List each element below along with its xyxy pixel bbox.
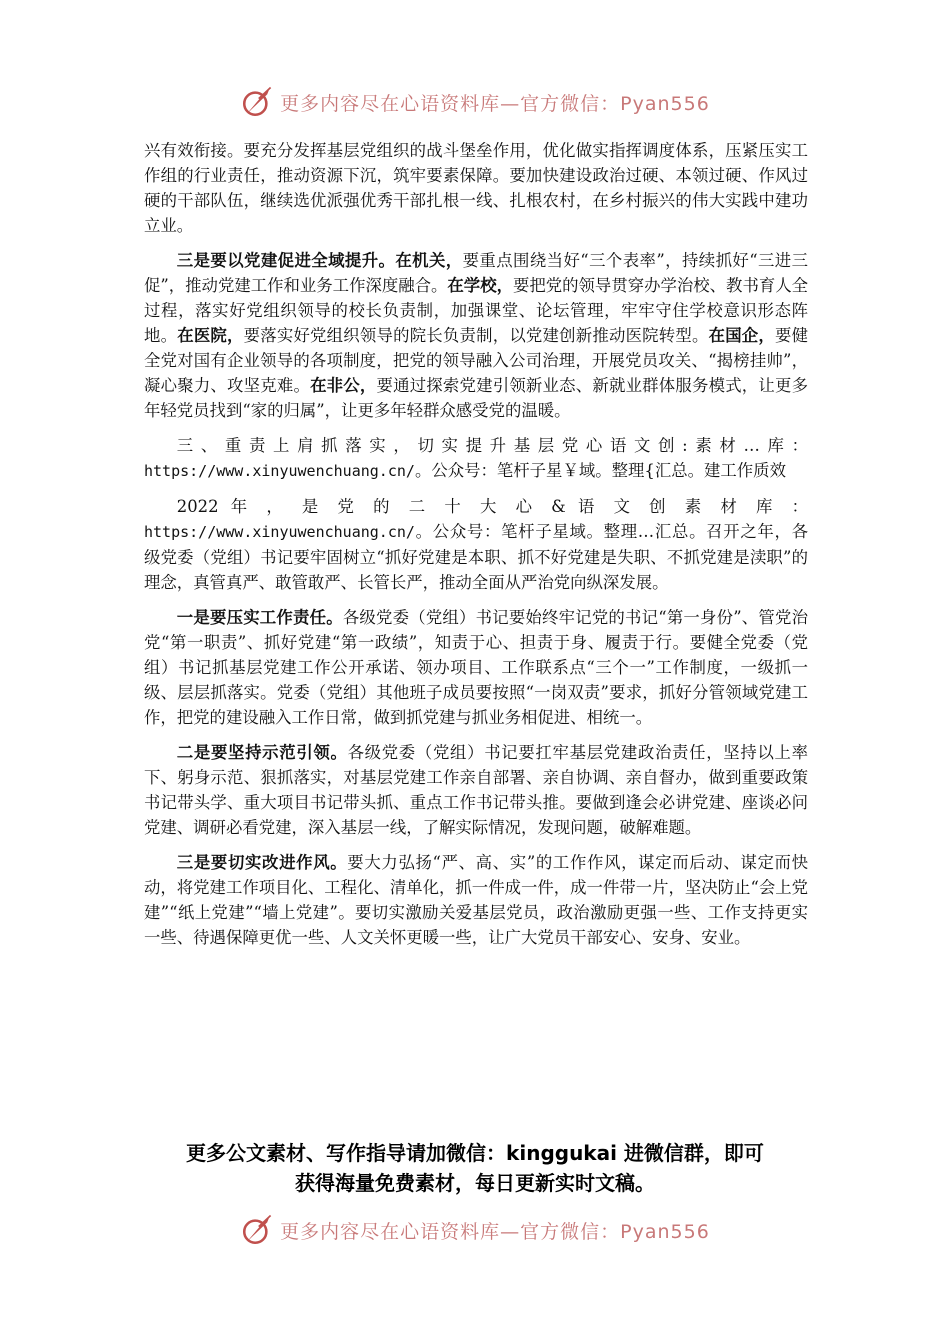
paragraph-2: 三是要以党建促进全域提升。在机关，要重点围绕当好“三个表率”，持续抓好“三进三促”，推动党建工作和业务工作深度融合。在学校，要把党的领导贯穿办学治校、教书育人全过程，落实好党组织领导的校长负责制，加强课堂、论坛管理，牢牢守住学校意识形态阵地。在医院，要落实好党组织领导的院长负责制，以党建创新推动医院转型。在国企，要健全党对国有企业领导的各项制度，把党的领导融入公司治理，开展党员攻关、“揭榜挂帅”，凝心聚力、攻坚克难。在非公，要通过探索党建引领新业态、新就业群体服务模式，让更多年轻党员找到“家的归属”，让更多年轻群众感受党的温暖。 bbox=[144, 251, 809, 420]
paragraph-1: 兴有效衔接。要充分发挥基层党组织的战斗堡垒作用，优化做实指挥调度体系，压紧压实工作组的行业责任，推动资源下沉，筑牢要素保障。要加快建设政治过硬、本领过硬、作风过硬的干部队伍，继续选优派强优秀干部扎根一线、扎根农村，在乡村振兴的伟大实践中建功立业。 bbox=[144, 141, 808, 235]
paragraph-6: 二是要坚持示范引领。各级党委（党组）书记要扛牢基层党建政治责任，坚持以上率下、躬身示范、狠抓落实，对基层党建工作亲自部署、亲自协调、亲自督办，做到重要政策书记带头学、重大项目书记带头抓、重点工作书记带头推。要做到逢会必讲党建、座谈必问党建、调研必看党建，深入基层一线，了解实际情况，发现问题，破解难题。 bbox=[144, 743, 808, 837]
header-banner-label: 更多内容尽在心语资料库—官方微信：Pyan556 bbox=[280, 92, 710, 115]
paragraph-7-lead: 三是要切实改进作风。 bbox=[176, 853, 348, 872]
promo-line-2: 获得海量免费素材，每日更新实时文稿。 bbox=[295, 1171, 655, 1195]
paragraph-3-url: https://www.xinyuwenchuang.cn/ bbox=[144, 462, 415, 480]
promo-block bbox=[100, 1138, 850, 1198]
header-wechat-id: Pyan556 bbox=[620, 92, 710, 115]
quill-logo-icon bbox=[240, 1213, 274, 1247]
paragraph-4: 2022 年 ， 是 党 的 二 十 大 心 & 语 文 创 素 材 库 ：https://www.xinyuwenchuang.cn/。公众号：笔杆子星域。整理…汇总。召开之年，各级党委（党组）书记要牢固树立“抓好党建是本职、抓不好党建是失职、不抓党建是渎职”的理念，真管真严、敢管敢严、长管长严，推动全面从严治党向纵深发展。 bbox=[144, 497, 808, 592]
quill-logo-icon bbox=[240, 85, 274, 119]
footer-wechat-id: Pyan556 bbox=[620, 1220, 710, 1243]
paragraph-6-lead: 二是要坚持示范引领。 bbox=[176, 743, 348, 762]
paragraph-5-lead: 一是要压实工作责任。 bbox=[176, 608, 343, 627]
paragraph-7: 三是要切实改进作风。要大力弘扬“严、高、实”的工作作风，谋定而后动、谋定而快动，将党建工作项目化、工程化、清单化，抓一件成一件，成一件带一片，坚决防止“会上党建”“纸上党建”“墙上党建”。要切实激励关爱基层党员，政治激励更强一些、工作支持更实一些、待遇保障更优一些、人文关怀更暖一些，让广大党员干部安心、安身、安业。 bbox=[144, 853, 809, 947]
paragraph-3: 三、重责上肩抓落实，切实提升基层党心语文创:素材…库：https://www.xinyuwenchuang.cn/。公众号：笔杆子星￥域。整理{汇总。建工作质效 bbox=[144, 436, 808, 480]
paragraph-2-lead: 三是要以党建促进全域提升。 bbox=[176, 251, 396, 270]
paragraph-5: 一是要压实工作责任。各级党委（党组）书记要始终牢记党的书记“第一身份”、管党治党“第一职责”、抓好党建“第一政绩”，知责于心、担责于身、履责于行。要健全党委（党组）书记抓基层党建工作公开承诺、领办项目、工作联系点“三个一”工作制度，一级抓一级、层层抓落实。党委（党组）其他班子成员要按照“一岗双责”要求，抓好分管领域党建工作，把党的建设融入工作日常，做到抓党建与抓业务相促进、相统一。 bbox=[144, 608, 808, 727]
promo-line-1: 更多公文素材、写作指导请加微信：kinggukai 进微信群，即可 bbox=[186, 1141, 764, 1165]
document-body bbox=[144, 138, 808, 960]
footer-banner bbox=[0, 1208, 950, 1252]
footer-banner-label: 更多内容尽在心语资料库—官方微信：Pyan556 bbox=[280, 1220, 710, 1243]
paragraph-4-url: https://www.xinyuwenchuang.cn/ bbox=[144, 523, 415, 541]
header-banner bbox=[0, 80, 950, 124]
